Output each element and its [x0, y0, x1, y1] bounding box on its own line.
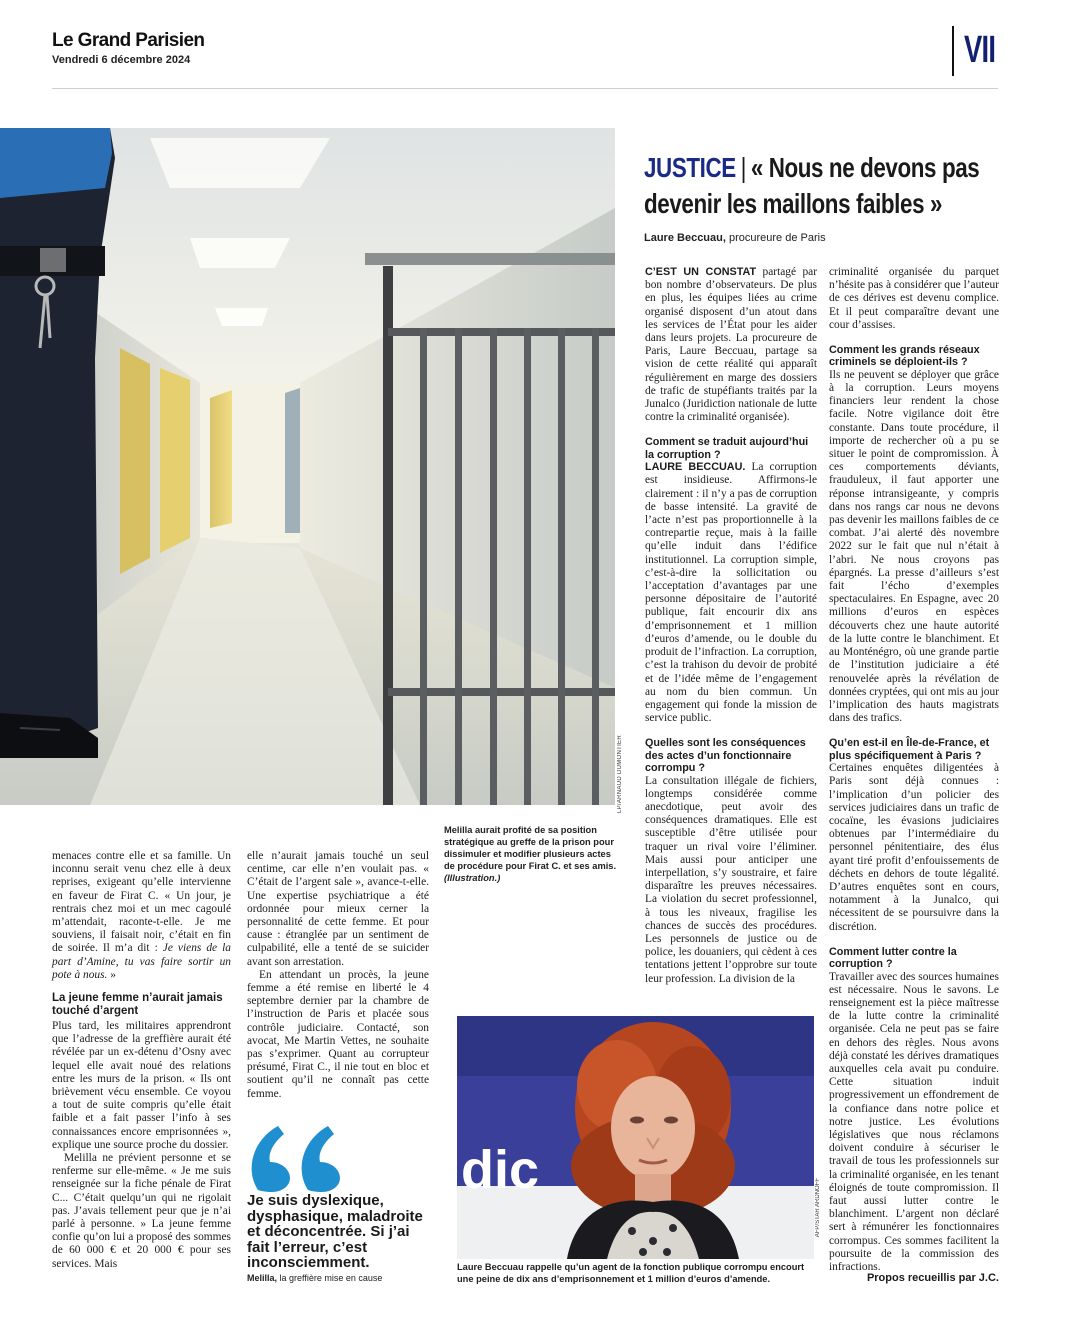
intro-lead: C’EST UN CONSTAT	[645, 266, 757, 278]
interview-column-2	[829, 266, 999, 1274]
intro-paragraph	[645, 266, 817, 424]
story-column-1	[52, 850, 231, 1271]
question-1: Comment se traduit aujourd’hui la corruption ?	[645, 436, 809, 461]
portrait-caption: Laure Beccuau rappelle qu’un agent de la fonction publique corrompu encourt une peine de dix ans d’emprisonnement et 1 million d’euros d’amende.	[457, 1262, 805, 1284]
masthead	[52, 30, 204, 66]
signature: Propos recueillis par J.C.	[866, 1272, 999, 1284]
story-subhead: La jeune femme n’aurait jamais touché d’argent	[52, 992, 223, 1018]
byline-name: Laure Beccuau,	[644, 232, 726, 244]
byline-role: procureure de Paris	[725, 232, 826, 244]
question-5: Comment lutter contre la corruption ?	[829, 945, 957, 971]
section-kicker: JUSTICE	[644, 152, 736, 183]
quote-mark-icon	[248, 1122, 348, 1192]
issue-date: Vendredi 6 décembre 2024	[52, 54, 191, 66]
backdrop-lettering: dic	[461, 1140, 540, 1200]
quote-author-role: la greffière mise en cause	[277, 1273, 383, 1283]
answer-1-body: La corruption est insidieuse. Affirmons-le clairement : il n’y a pas de corruption de basse intensité. La gravité de l’acte n’est pas proportionnelle à la contrepartie reçue, mais à la faille qu’elle induit dans l’édifice institutionnel. La corruption simple, c’est-à-dire la sollicitation ou l’acceptation d’avantages par une personne dépositaire de l’autorité publique, fait encourir dix ans d’emprisonnement et 1 million d’euros d’amende, ou le double du produit de l’infraction. La corruption, c’est la trahison du devoir de probité et de l’idée même de l’engagement au nom du bien commun. Un engagement qui fonde la mission de service public.	[645, 461, 817, 725]
story-paragraph-3: Melilla ne prévient personne et se renferme sur elle-même. « Je me suis renseignée sur la fiche pénale de Firat C... C’était quelqu’un qui ne rigolait pas. J’avais tellement peur que je n’ai parlé à personne. » La jeune femme confie qu’on lui a proposé des sommes de 60 000 € et 20 000 € pour ses services. Mais	[52, 1152, 231, 1270]
answer-1	[645, 461, 817, 725]
byline	[644, 232, 826, 244]
answer-3: Ils ne peuvent se déployer que grâce à la corruption. Leurs moyens financiers leur rendent la chose facile. Notre vigilance doit être constante. Dans toute procédure, il importe de rechercher où a pu se situer le point de compromission. À ces comportements déviants, frauduleux, il faut apporter une réponse intransigeante, y compris dans nos rangs car nous ne devons pas devenir les maillons faibles de ce combat. J’ai alerté dès novembre 2022 sur le fait que nul n’était à l’abri. Ne nous croyons pas épargnés. La presse d’ailleurs s’est fait l’écho d’exemples spectaculaires. En Espagne, avec 20 millions d’euros en espèces découverts chez une haute autorité de la lutte contre le blanchiment. Et au Monténégro, où une grande partie de l’institution judiciaire a été renouvelée après la révélation de données cryptées, qui ont mis au jour l’implication des hauts magistrats dans des trafics.	[829, 368, 999, 725]
newspaper-title: Le Grand Parisien	[52, 30, 205, 51]
story-paragraph-2: Plus tard, les militaires apprendront que l’adresse de la greffière aurait été révélée par un ex-détenu d’Osny avec lequel elle avait noué des relations entre les murs de la prison. « Ils ont brièvement vécu ensemble. Ce voyou a tout de suite compris qu’elle était faible et a fait passer l’info à ses connaissances encore emprisonnées », explique une source proche du dossier.	[52, 1020, 231, 1151]
portrait-photo	[457, 1016, 814, 1259]
photo-caption-text: Melilla aurait profité de sa position stratégique au greffe de la prison pour dissimuler et modifier plusieurs actes de procédure pour Firat C. et ses amis.	[444, 825, 617, 871]
answer-5: Travailler avec des sources humaines est nécessaire. Nous le savons. Le renseignement est la pièce maîtresse de la lutte contre la criminalité organisée. Cela ne peut pas se faire en dehors des règles. Nous avons déjà constaté les dérives dramatiques auxquelles cela avait pu conduire. Cette situation induit progressivement un effondrement de la confiance dans notre police et notre justice. Les évolutions législatives que nous réclamons doivent conduire à sécuriser le travail de tous les professionnels sur la criminalité organisée, en les tenant éloignés de toute compromission. Il faut aussi lutter contre le blanchiment. L’argent non déclaré sert à rémunérer les fonctionnaires corrompus. Ces sommes facilitent la poursuite de la commission des infractions.	[829, 970, 999, 1274]
header-rule	[52, 88, 998, 89]
answer-4: Certaines enquêtes diligentées à Paris sont déjà connues : l’implication d’un policier des services judiciaires dans un trafic de cocaïne, les évasions judiciaires obtenues par l’intermédiaire du personnel pénitentiaire, des élus ayant tiré profit d’enfouissements de déchets en dehors de toute légalité. D’autres enquêtes sont en cours, notamment à la Junalco, qui nécessitent de se poursuivre dans la discrétion.	[829, 762, 999, 933]
pull-quote-attribution	[247, 1273, 382, 1283]
story-p1-quote: Je viens de la part d’Amine, tu vas faire sortir un pote à nous.	[52, 942, 231, 981]
portrait-credit: AFP/STAR ARDNOFF	[815, 1178, 821, 1238]
article-headline	[644, 150, 1004, 222]
prison-photo	[0, 128, 615, 805]
question-2: Quelles sont les conséquences des actes d’un fonctionnaire corrompu ?	[645, 737, 806, 775]
photo-caption	[444, 824, 620, 884]
header-divider	[952, 26, 954, 76]
interview-column-1	[645, 266, 817, 986]
answer-1-lead: LAURE BECCUAU.	[645, 461, 746, 474]
kicker-separator: |	[740, 152, 747, 183]
story-paragraph-4: elle n’aurait jamais touché un seul centime, car elle n’en voulait pas. « C’était de l’argent sale », avance-t-elle. Une expertise psychiatrique a été ordonnée pour mieux cerner la personnalité de cette femme. Et pour cause : étranglée par un sentiment de culpabilité, elle a tenté de se suicider avant son arrestation.	[247, 850, 429, 968]
answer-2-continued: criminalité organisée du parquet n’hésite pas à considérer que l’auteur de ces dérives est devenu complice. Et il peut comparaître devant une cour d’assises.	[829, 266, 999, 331]
answer-2: La consultation illégale de fichiers, longtemps considérée comme anecdotique, peut avoir des conséquences dramatiques. Elle est susceptible d’être utilisée pour traquer un rival voire l’éliminer. Mais aussi pour anticiper une interpellation, s’y soustraire, et faire disparaître les preuves nécessaires. La violation du secret professionnel, à tous les niveaux, fragilise les chances de succès des procédures. Les personnels de justice ou de police, les douaniers, qui cèdent à ces tentations jettent l’opprobre sur toute leur profession. La division de la	[645, 774, 817, 985]
story-p1-text: menaces contre elle et sa famille. Un inconnu serait venu chez elle à deux reprises, exigeant qu’elle intervienne en faveur de Firat C. « Un jour, je rentrais chez moi et un mec cagoulé m’attendait, raconte-t-elle. Je me souviens, il faisait noir, c’était en fin de soirée. Il m’a dit :	[52, 850, 231, 955]
story-paragraph-1	[52, 850, 231, 982]
question-4: Qu’en est-il en Île-de-France, et plus spécifiquement à Paris ?	[829, 737, 990, 762]
pull-quote: Je suis dyslexique, dysphasique, maladroite et déconcentrée. Si j’ai fait l’erreur, c’est inconsciemment.	[247, 1192, 423, 1271]
photo-caption-note: (Illustration.)	[444, 873, 501, 883]
question-3: Comment les grands réseaux criminels se déploient-ils ?	[829, 344, 980, 369]
story-column-2	[247, 850, 429, 1101]
photo-credit: LP/ARNAUD DUMONTIER	[617, 735, 623, 814]
intro-body: partagé par bon nombre d’observateurs. De plus en plus, les équipes liées au crime organisé disposent d’un atout dans les services de l’État pour les aider dans leurs projets. La procureure de Paris, Laure Beccuau, partage sa vision de cette réalité qui apparaît régulièrement en marge des dossiers de trafic de stupéfiants traités par la Junalco (Juridiction nationale de lutte contre la criminalité organisée).	[645, 266, 817, 424]
story-p1-end: »	[107, 968, 116, 981]
story-paragraph-5: En attendant un procès, la jeune femme a été remise en liberté le 4 septembre dernier par la chambre de l’instruction de Paris et placée sous contrôle judiciaire. Contacté, son avocat, Me Martin Vettes, ne souhaite pas s’exprimer. Quant au corrupteur présumé, Firat C., il nie tout en bloc et soutient qu’il ne connaît pas cette femme.	[247, 968, 429, 1100]
headline-text: « Nous ne devons pas devenir les maillons faibles »	[644, 152, 980, 219]
page-number: VII	[964, 29, 996, 71]
quote-author: Melilla,	[247, 1273, 278, 1283]
